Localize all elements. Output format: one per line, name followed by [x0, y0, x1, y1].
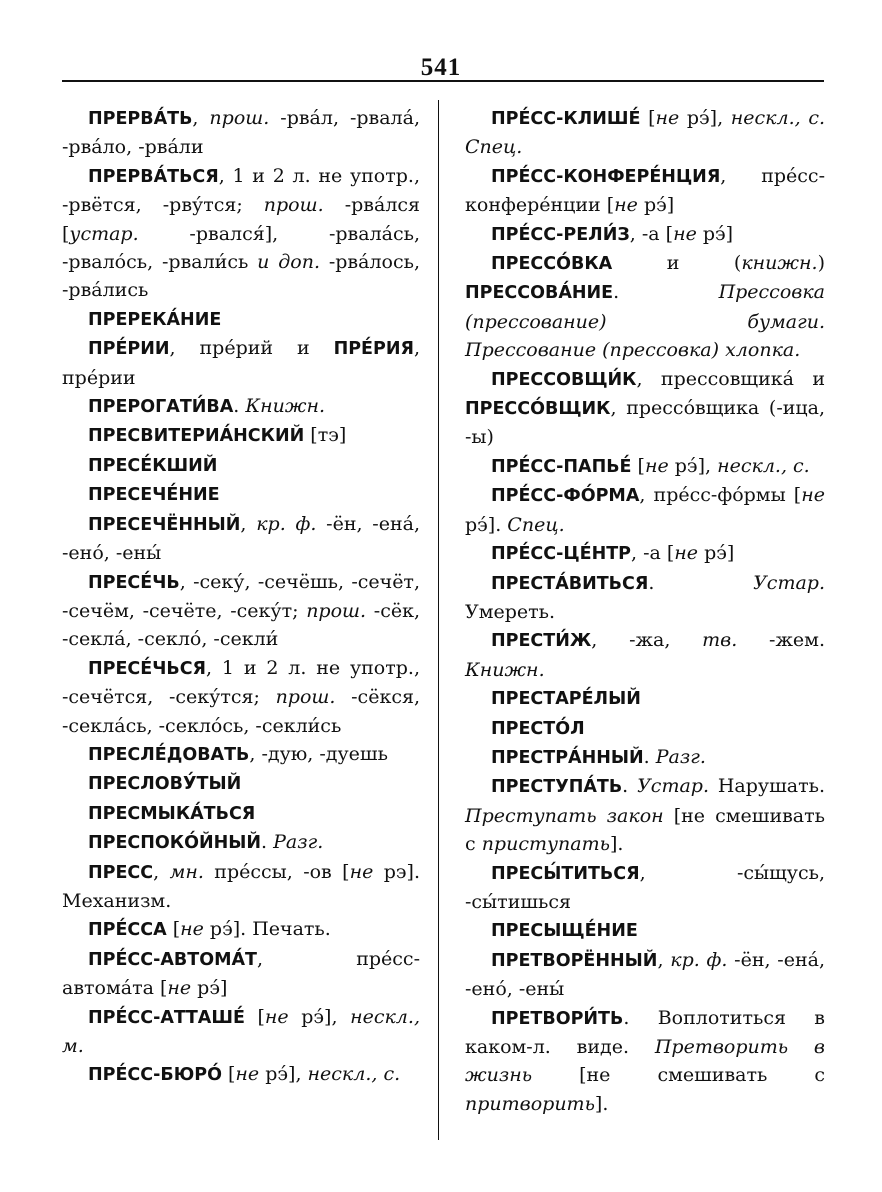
dictionary-entry — [465, 365, 825, 452]
dictionary-entry — [465, 569, 825, 627]
grammar-note: нескл., м. — [62, 1005, 420, 1057]
grammar-note: Устар. — [753, 571, 825, 594]
entry-text: , пре́сс-конфере́нции [ — [465, 164, 825, 217]
entry-text: рэ́] — [698, 542, 735, 565]
headword: ПРЕСЛОВУ́ТЫЙ — [88, 774, 242, 795]
headword: ПРЕСТРА́ННЫЙ — [491, 747, 644, 768]
dictionary-entry — [62, 451, 420, 480]
headword: ПРЕСЕЧЁННЫЙ — [88, 514, 241, 535]
grammar-note: притворить — [465, 1092, 595, 1115]
dictionary-entry — [465, 104, 825, 162]
dictionary-entry — [465, 626, 825, 684]
headword: ПРЕСТАРЕ́ЛЫЙ — [491, 689, 641, 710]
headword: ПРЕТВОРИ́ТЬ — [491, 1008, 624, 1029]
headword: ПРЕРЕКА́НИЕ — [88, 309, 222, 330]
headword: ПРЕСВИТЕРИА́НСКИЙ — [88, 426, 305, 447]
entry-text: , пре́рий и — [169, 337, 334, 360]
headword: ПРЕСПОКО́ЙНЫЙ — [88, 833, 262, 854]
entry-text: [не смешивать с — [465, 804, 825, 856]
headword: ПРЕСЫ́ТИТЬСЯ — [491, 863, 640, 884]
dictionary-entry — [62, 305, 420, 334]
headword: ПРЕСЕ́ЧЬ — [88, 572, 180, 593]
dictionary-entry — [62, 510, 420, 568]
grammar-note: не — [801, 484, 825, 507]
grammar-note: не — [674, 542, 699, 565]
grammar-note: нескл., с. — [307, 1063, 401, 1086]
dictionary-entry — [465, 684, 825, 713]
entry-text: рэ́], — [288, 1005, 351, 1028]
column-divider — [438, 100, 439, 1140]
dictionary-entry — [62, 162, 420, 305]
grammar-note: прош. — [263, 194, 324, 217]
grammar-note: кр. ф. — [256, 512, 317, 535]
grammar-note: не — [655, 107, 680, 129]
entry-text: , пре́сс-фо́рмы [ — [639, 484, 802, 507]
entry-text: пре́ссы, -ов [ — [203, 860, 350, 883]
grammar-note: Преступать закон — [465, 804, 664, 827]
dictionary-entry — [465, 452, 825, 481]
entry-text: , -а [ — [629, 222, 674, 245]
dictionary-entry — [465, 859, 825, 917]
dictionary-entry — [62, 421, 420, 450]
entry-text: рэ́] — [191, 977, 228, 1000]
entry-text: -сёк, -секла́, -секло́, -секли́ — [62, 599, 420, 651]
entry-text: . Воплотиться в каком-л. виде. — [465, 1006, 825, 1058]
grammar-note: не — [235, 1063, 260, 1086]
entry-text: [ — [640, 107, 656, 129]
grammar-note: не — [614, 194, 638, 217]
headword: ПРЕ́СС-БЮРО́ — [88, 1065, 222, 1086]
dictionary-entry — [62, 480, 420, 509]
entry-text: рэ́], — [668, 454, 718, 477]
dictionary-entry — [62, 740, 420, 769]
headword: ПРЕСЕЧЕ́НИЕ — [88, 485, 220, 506]
entry-text: ]. — [594, 1092, 609, 1115]
headword: ПРЕ́СС-ФО́РМА — [491, 486, 640, 507]
entry-text: , -жа, — [591, 629, 703, 652]
dictionary-column-right — [465, 104, 825, 1118]
entry-text: -рва́лось, -рва́лись — [62, 251, 420, 302]
entry-text: -ён, -ена́, -ено́, -ены́ — [465, 948, 825, 1001]
entry-text: . — [648, 571, 754, 594]
dictionary-entry — [465, 743, 825, 772]
headword: ПРЕ́СС-КОНФЕРЕ́НЦИЯ — [491, 166, 721, 187]
headword: ПРЕССО́ВЩИК — [465, 399, 611, 420]
headword: ПРЕРОГАТИ́ВА — [88, 397, 234, 418]
entry-text: . — [622, 775, 638, 798]
dictionary-entry — [62, 828, 420, 857]
dictionary-entry — [62, 104, 420, 162]
dictionary-entry — [62, 568, 420, 654]
grammar-note: нескл., с. Спец. — [465, 107, 825, 159]
grammar-note: Спец. — [507, 513, 565, 536]
header-rule — [62, 80, 824, 82]
entry-text: , пре́рии — [62, 337, 420, 389]
entry-text: рэ]. Механизм. — [62, 860, 420, 912]
entry-text: -рвался́], -рвала́сь, -рвало́сь, -рвали́сь — [62, 222, 420, 274]
headword: ПРЕССОВА́НИЕ — [465, 283, 614, 304]
headword: ПРЕСМЫКА́ТЬСЯ — [88, 803, 256, 824]
entry-text: ) — [817, 252, 825, 275]
entry-text: -сёкся, -секла́сь, -секло́сь, -секли́сь — [62, 686, 420, 737]
entry-text: [не смешивать с — [532, 1064, 825, 1087]
headword: ПРЕ́РИИ — [88, 339, 170, 360]
entry-text: , — [240, 512, 257, 535]
entry-text: , -сы́щусь, -сы́тишься — [465, 861, 825, 913]
dictionary-entry — [62, 945, 420, 1003]
grammar-note: не — [264, 1005, 289, 1028]
entry-text: . — [643, 745, 656, 768]
headword: ПРЕ́СС-ЦЕ́НТР — [491, 544, 631, 565]
entry-text: и ( — [612, 252, 742, 275]
entry-text: , прессовщика́ и — [636, 367, 825, 390]
dictionary-entry — [465, 220, 825, 249]
grammar-note: книжн. — [741, 252, 818, 275]
entry-text: , — [153, 860, 170, 883]
grammar-note: не — [180, 918, 204, 941]
headword: ПРЕ́СС-РЕЛИ́З — [491, 224, 630, 245]
entry-text: рэ́]. Печать. — [203, 918, 331, 941]
entry-text: рэ́], — [679, 107, 731, 129]
headword: ПРЕСС — [88, 862, 154, 883]
entry-text: , — [192, 107, 210, 129]
dictionary-entry — [465, 916, 825, 945]
dictionary-entry — [465, 162, 825, 220]
headword: ПРЕРВА́ТЬ — [88, 109, 193, 129]
entry-text: . — [261, 831, 274, 854]
grammar-note: прош. — [306, 599, 367, 622]
entry-text: Умереть. — [465, 600, 556, 623]
headword: ПРЕСТИ́Ж — [491, 631, 592, 652]
entry-text: рэ́], — [259, 1063, 308, 1086]
entry-text: . — [233, 395, 246, 418]
headword: ПРЕ́СС-АТТАШЕ́ — [88, 1007, 245, 1028]
headword: ПРЕРВА́ТЬСЯ — [88, 166, 219, 187]
dictionary-entry — [465, 481, 825, 539]
grammar-note: не — [167, 977, 192, 1000]
grammar-note: Разг. — [273, 831, 324, 854]
entry-text: [ — [244, 1005, 265, 1028]
grammar-note: Книжн. — [465, 658, 545, 681]
dictionary-entry — [465, 772, 825, 858]
grammar-note: Книжн. — [245, 395, 325, 418]
grammar-note: Претворить в жизнь — [465, 1036, 825, 1087]
entry-text: рэ́] — [637, 194, 675, 217]
dictionary-column-left — [62, 104, 420, 1090]
entry-text: -рва́лся [ — [62, 194, 421, 245]
entry-text: [ — [166, 918, 181, 941]
dictionary-entry — [62, 392, 420, 421]
entry-text: [ — [631, 454, 645, 477]
dictionary-entry — [62, 334, 420, 392]
grammar-note: тв. — [702, 629, 738, 652]
grammar-note: и доп. — [257, 251, 320, 274]
grammar-note: не — [349, 860, 374, 883]
entry-text: , пре́сс-автома́та [ — [62, 947, 420, 1000]
entry-text: , -секу́, -сечёшь, -сечёт, -сечём, -сечёте, -секу́т; — [62, 570, 420, 622]
grammar-note: Устар. — [637, 775, 709, 798]
dictionary-entry — [465, 539, 825, 568]
entry-text: , -дую, -дуешь — [249, 742, 388, 765]
entry-text: Нарушать. — [709, 775, 825, 798]
headword: ПРЕСЛЕ́ДОВАТЬ — [88, 744, 250, 765]
dictionary-entry — [62, 858, 420, 916]
entry-text: , прессо́вщика (-ица, -ы) — [465, 397, 825, 449]
headword: ПРЕ́РИЯ — [333, 339, 414, 360]
entry-text: [тэ] — [304, 424, 347, 447]
dictionary-entry — [62, 1060, 420, 1089]
dictionary-entry — [465, 249, 825, 365]
dictionary-entry — [465, 946, 825, 1004]
grammar-note: Разг. — [655, 745, 706, 768]
dictionary-entry — [62, 799, 420, 828]
entry-text: -рва́л, -рвала́, -рва́ло, -рва́ли — [62, 107, 420, 159]
page-number: 541 — [420, 54, 462, 81]
headword: ПРЕСТУПА́ТЬ — [491, 777, 623, 798]
dictionary-entry — [62, 769, 420, 798]
entry-text: -ён, -ена́, -ено́, -ены́ — [62, 512, 420, 565]
grammar-note: Прессовка (прессование) бумаги. Прессование (прессовка) хлопка. — [465, 281, 825, 362]
grammar-note: кр. ф. — [670, 948, 728, 971]
entry-text: , -а [ — [630, 542, 675, 565]
headword: ПРЕ́ССА — [88, 920, 167, 941]
headword: ПРЕСЕ́ЧЬСЯ — [88, 658, 207, 679]
headword: ПРЕССО́ВКА — [491, 254, 613, 275]
entry-text: , 1 и 2 л. не употр., -рвётся, -рву́тся; — [62, 164, 420, 217]
headword: ПРЕССОВЩИ́К — [491, 369, 637, 390]
entry-text: . — [613, 281, 719, 304]
grammar-note: не — [673, 222, 697, 245]
dictionary-entry — [465, 714, 825, 743]
grammar-note: прош. — [209, 107, 270, 129]
dictionary-entry — [62, 654, 420, 740]
grammar-note: приступать — [481, 833, 610, 856]
entry-text: рэ́]. — [465, 513, 508, 536]
headword: ПРЕ́СС-КЛИШЕ́ — [491, 109, 641, 129]
dictionary-entry — [62, 1003, 420, 1061]
headword: ПРЕ́СС-АВТОМА́Т — [88, 949, 257, 970]
grammar-note: не — [644, 454, 669, 477]
entry-text: , 1 и 2 л. не употр., -сечётся, -секу́тся; — [62, 656, 420, 709]
entry-text: рэ́] — [696, 222, 734, 245]
headword: ПРЕСЫЩЕ́НИЕ — [491, 921, 638, 942]
headword: ПРЕСТА́ВИТЬСЯ — [491, 573, 649, 594]
grammar-note: устар. — [69, 222, 139, 245]
grammar-note: мн. — [169, 860, 204, 883]
entry-text: , — [657, 948, 671, 971]
headword: ПРЕСТО́Л — [491, 718, 585, 739]
dictionary-entry — [62, 915, 420, 944]
dictionary-entry — [465, 1004, 825, 1119]
grammar-note: прош. — [275, 686, 336, 709]
headword: ПРЕТВОРЁННЫЙ — [491, 950, 658, 971]
entry-text: ]. — [609, 833, 624, 856]
headword: ПРЕСЕ́КШИЙ — [88, 455, 218, 476]
headword: ПРЕ́СС-ПАПЬЕ́ — [491, 456, 632, 477]
entry-text: [ — [221, 1063, 236, 1086]
grammar-note: нескл., с. — [717, 454, 810, 477]
entry-text: -жем. — [737, 629, 825, 652]
